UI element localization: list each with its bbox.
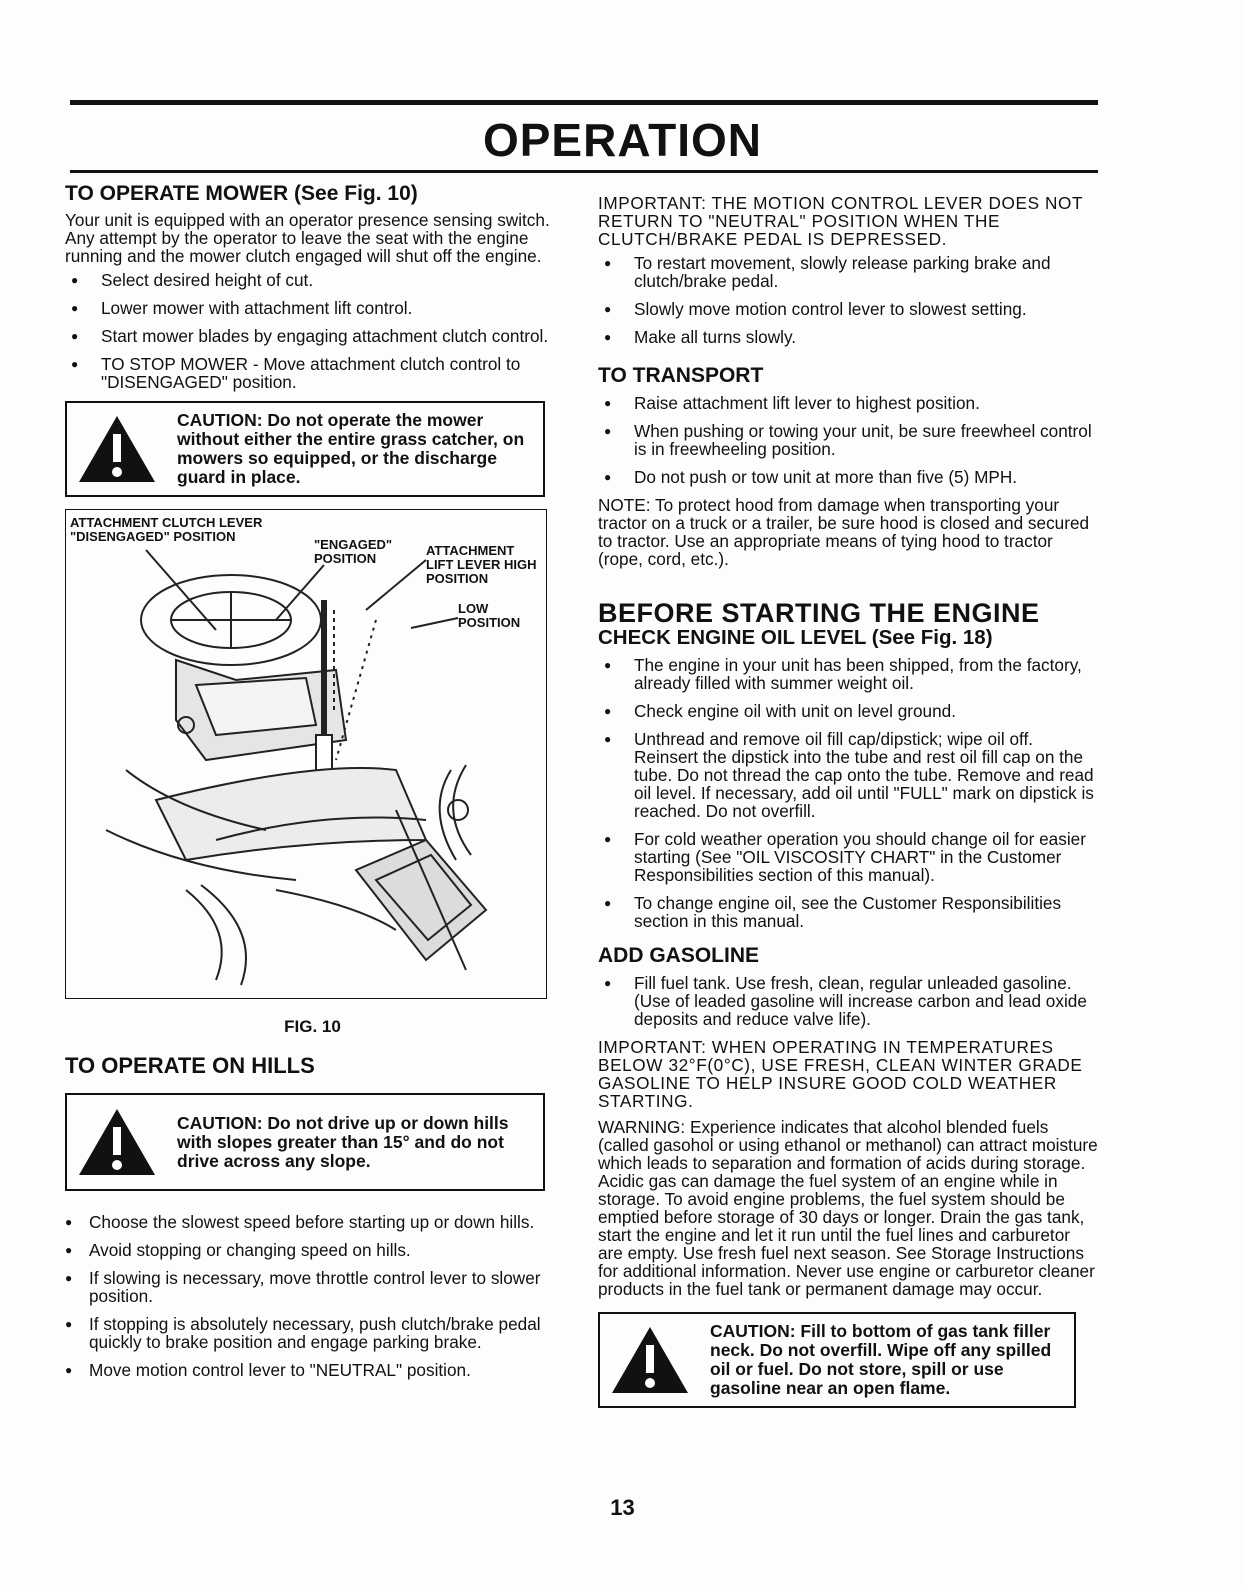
list-item: ● Lower mower with attachment lift control.	[71, 298, 413, 318]
bullet-icon: ●	[604, 896, 612, 910]
list-item: ● Raise attachment lift lever to highest position.	[604, 393, 980, 413]
list-item: ● Avoid stopping or changing speed on hills.	[65, 1240, 411, 1260]
mower-steps	[65, 271, 560, 391]
before-starting-heading: BEFORE STARTING THE ENGINE	[598, 598, 1040, 628]
label-disengaged: "DISENGAGED" POSITION	[70, 529, 236, 544]
list-item: ● Do not push or tow unit at more than five (5) MPH.	[604, 467, 1018, 487]
gasoline-heading: ADD GASOLINE	[598, 944, 760, 967]
list-item: ● Choose the slowest speed before starting up or down hills.	[65, 1212, 535, 1232]
caution-box-gasoline	[598, 1312, 1076, 1408]
bullet-icon: ●	[604, 470, 612, 484]
caution-text: CAUTION: Do not operate the mower without either the entire grass catcher, on mowers so equipped, or the discharge guard in place.	[177, 410, 525, 487]
page-title: OPERATION	[482, 114, 763, 166]
left-column	[65, 182, 560, 1389]
warning-triangle-icon	[77, 1107, 157, 1177]
check-oil-heading: CHECK ENGINE OIL LEVEL (See Fig. 18)	[598, 626, 993, 649]
page-number: 13	[610, 1495, 635, 1520]
label-lift-lever: ATTACHMENT LIFT LEVER HIGH POSITION	[426, 543, 537, 586]
title-rule	[70, 170, 1098, 173]
oil-steps	[598, 656, 1098, 930]
mower-heading: TO OPERATE MOWER (See Fig. 10)	[65, 182, 418, 205]
list-item: ● TO STOP MOWER - Move attachment clutch control to "DISENGAGED" position.	[71, 354, 521, 392]
restart-steps	[598, 254, 1098, 346]
mower-intro: Your unit is equipped with an operator presence sensing switch. Any attempt by the operator to leave the seat with the engine running and the mower clutch engaged will shut off the engine.	[65, 210, 550, 266]
caution-text: CAUTION: Do not drive up or down hills with slopes greater than 15° and do not drive across any slope.	[177, 1112, 509, 1171]
list-item: ● For cold weather operation you should change oil for easier starting (See "OIL VISCOSITY CHART" in the Customer Responsibilities section of this manual).	[604, 829, 1086, 885]
bullet-icon: ●	[65, 1317, 73, 1331]
important-motion-control: IMPORTANT: THE MOTION CONTROL LEVER DOES NOT RETURN TO "NEUTRAL" POSITION WHEN THE CLUTCH/BRAKE PEDAL IS DEPRESSED.	[598, 193, 1083, 249]
list-item: ● Slowly move motion control lever to slowest setting.	[604, 299, 1027, 319]
bullet-icon: ●	[65, 1271, 73, 1285]
bullet-icon: ●	[604, 302, 612, 316]
bullet-icon: ●	[604, 658, 612, 672]
tractor-illustration	[66, 510, 544, 996]
list-item: ● Move motion control lever to "NEUTRAL" position.	[65, 1360, 471, 1380]
transport-steps	[598, 394, 1098, 486]
warning-triangle-icon	[610, 1325, 690, 1395]
bullet-icon: ●	[65, 1363, 73, 1377]
caution-box-mower	[65, 401, 545, 497]
gasohol-warning: WARNING: Experience indicates that alcohol blended fuels (called gasohol or using ethanol or methanol) can attract moisture which leads to separation and formation of acids during storage. Acidic gas can damage the fuel system of an engine while in storage. To avoid engine problems, the fuel system should be emptied before storage of 30 days or longer. Drain the gas tank, start the engine and let it run until the fuel lines and carburetor are empty. Use fresh fuel next season. See Storage Instructions for additional information. Never use engine or carburetor cleaner products in the fuel tank or permanent damage may occur.	[598, 1117, 1098, 1299]
hills-steps	[65, 1213, 560, 1379]
bullet-icon: ●	[71, 301, 79, 315]
bullet-icon: ●	[604, 732, 612, 746]
bullet-icon: ●	[71, 357, 79, 371]
bullet-icon: ●	[604, 424, 612, 438]
list-item: ● The engine in your unit has been shipped, from the factory, already filled with summer weight oil.	[604, 655, 1082, 693]
caution-text: CAUTION: Fill to bottom of gas tank filler neck. Do not overfill. Wipe off any spilled oil or fuel. Do not store, spill or use gasoline near an open flame.	[710, 1321, 1052, 1398]
list-item: ● When pushing or towing your unit, be sure freewheel control is in freewheeling position.	[604, 421, 1092, 459]
list-item: ● Select desired height of cut.	[71, 270, 314, 290]
bullet-icon: ●	[71, 329, 79, 343]
bullet-icon: ●	[604, 832, 612, 846]
list-item: ● To restart movement, slowly release parking brake and clutch/brake pedal.	[604, 253, 1051, 291]
list-item: ● If stopping is absolutely necessary, push clutch/brake pedal quickly to brake position and engage parking brake.	[65, 1314, 541, 1352]
list-item: ● Unthread and remove oil fill cap/dipstick; wipe oil off. Reinsert the dipstick into the tube and rest oil fill cap on the tube. Do not thread the cap onto the tube. Remove and read oil level. If necessary, add oil until "FULL" mark on dipstick is reached. Do not overfill.	[604, 729, 1094, 821]
bullet-icon: ●	[71, 273, 79, 287]
right-column	[598, 182, 1098, 1418]
list-item: ● Fill fuel tank. Use fresh, clean, regular unleaded gasoline. (Use of leaded gasoline will increase carbon and lead oxide deposits and reduce valve life).	[604, 973, 1087, 1029]
bullet-icon: ●	[65, 1243, 73, 1257]
bullet-icon: ●	[604, 704, 612, 718]
list-item: ● Start mower blades by engaging attachment clutch control.	[71, 326, 549, 346]
list-item: ● Check engine oil with unit on level ground.	[604, 701, 956, 721]
bullet-icon: ●	[604, 396, 612, 410]
transport-note: NOTE: To protect hood from damage when transporting your tractor on a truck or a trailer, be sure hood is closed and secured to tractor. Use an appropriate means of tying hood to tractor (rope, cord, etc.).	[598, 495, 1090, 569]
bullet-icon: ●	[604, 330, 612, 344]
figure-caption: FIG. 10	[284, 1017, 341, 1036]
list-item: ● To change engine oil, see the Customer Responsibilities section in this manual.	[604, 893, 1062, 931]
bullet-icon: ●	[65, 1215, 73, 1229]
label-low-position: LOW POSITION	[458, 601, 521, 630]
hills-heading: TO OPERATE ON HILLS	[65, 1053, 315, 1078]
bullet-icon: ●	[604, 976, 612, 990]
warning-triangle-icon	[77, 414, 157, 484]
list-item: ● Make all turns slowly.	[604, 327, 797, 347]
transport-heading: TO TRANSPORT	[598, 364, 764, 387]
caution-box-hills	[65, 1093, 545, 1191]
bullet-icon: ●	[604, 256, 612, 270]
important-winter-gasoline: IMPORTANT: WHEN OPERATING IN TEMPERATURES BELOW 32°F(0°C), USE FRESH, CLEAN WINTER GRADE GASOLINE TO HELP INSURE GOOD COLD WEATHER STARTING.	[598, 1037, 1083, 1111]
label-engaged: "ENGAGED" POSITION	[314, 537, 393, 566]
list-item: ● If slowing is necessary, move throttle control lever to slower position.	[65, 1268, 541, 1306]
label-clutch-lever: ATTACHMENT CLUTCH LEVER	[70, 515, 263, 530]
figure-10	[65, 509, 547, 999]
gasoline-steps	[598, 974, 1098, 1028]
top-rule	[70, 100, 1098, 105]
